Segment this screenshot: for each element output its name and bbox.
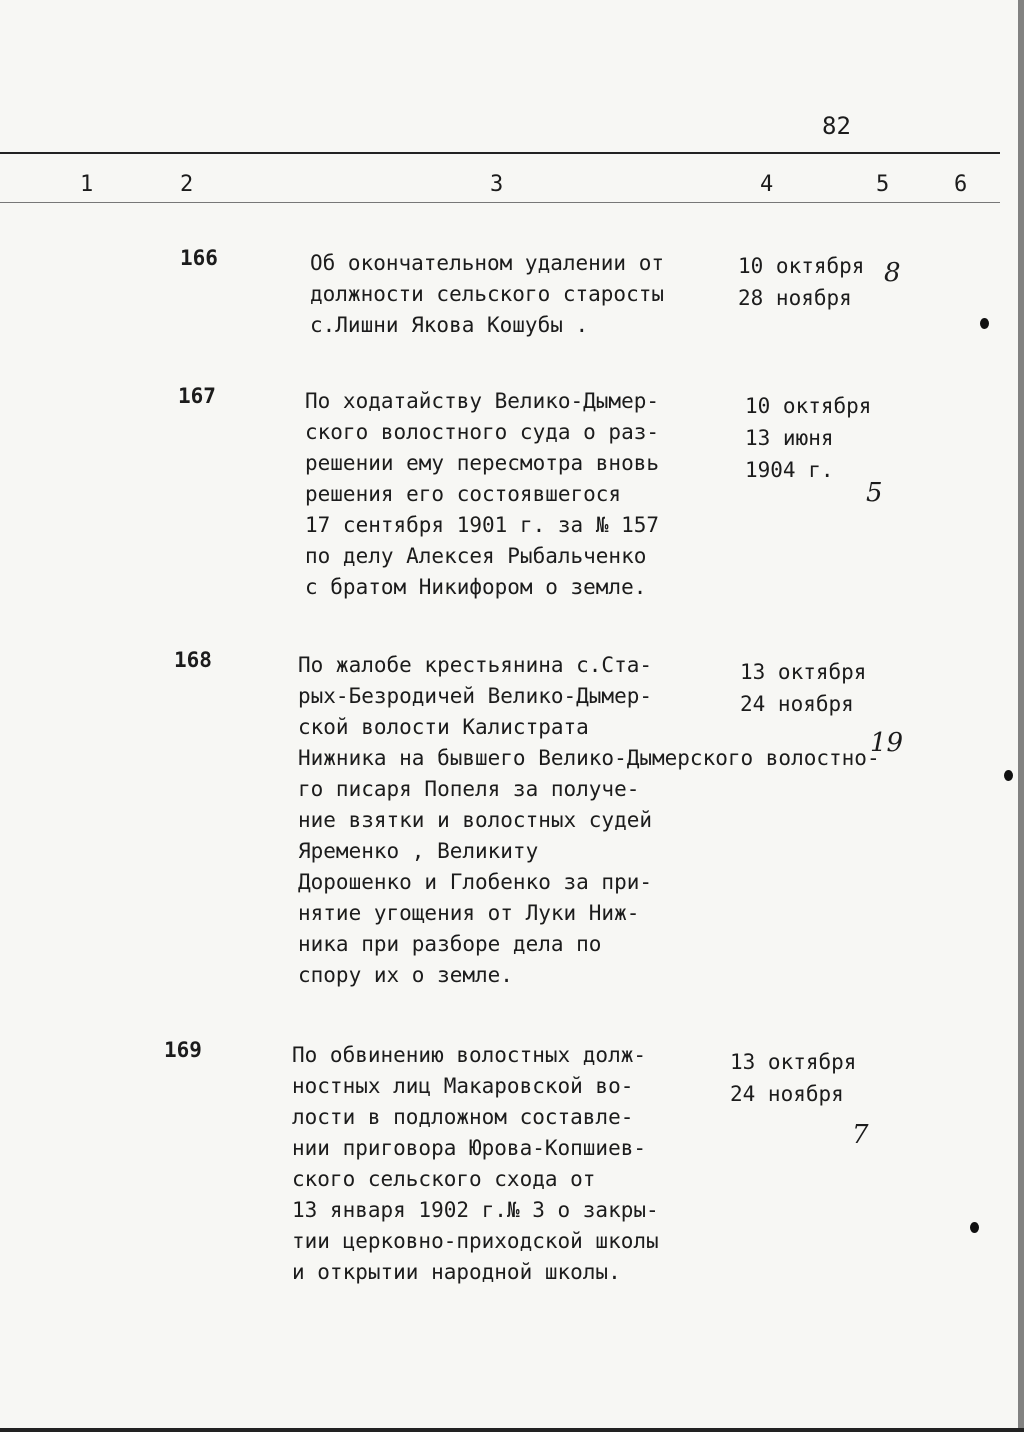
description-line: должности сельского старосты [310,282,665,306]
description-line: решении ему пересмотра вновь [305,451,660,475]
column-number-4: 4 [760,172,774,197]
date-line: 24 ноября [730,1082,844,1106]
description-line: рых-Безродичей Велико-Дымер- [298,684,653,708]
date-line: 10 октября [745,394,872,418]
description-line: го писаря Попеля за получе- [298,777,640,801]
description-line: Об окончательном удалении от [310,251,665,275]
description-line: 13 января 1902 г.№ 3 о закры- [292,1198,659,1222]
description-line: 17 сентября 1901 г. за № 157 [305,513,660,537]
description-line: нии приговора Юрова-Копшиев- [292,1136,647,1160]
entry-description [292,1040,659,1288]
entry-number: 169 [164,1038,202,1062]
description-line: ника при разборе дела по [298,932,602,956]
date-line: 24 ноября [740,692,854,716]
description-line: По ходатайству Велико-Дымер- [305,389,660,413]
description-line: решения его состоявшегося [305,482,622,506]
description-line: ской волости Калистрата [298,715,589,739]
sheet-count: 5 [866,478,883,508]
description-line: с.Лишни Якова Кошубы . [310,313,589,337]
date-line: 13 октября [730,1050,857,1074]
page-bottom-edge [0,1428,1024,1432]
entry-dates [740,656,866,720]
date-line: 28 ноября [738,286,852,310]
entry-description [305,386,659,603]
description-line: ского сельского схода от [292,1167,596,1191]
description-line: с братом Никифором о земле. [305,575,647,599]
description-line: Яременко , Великиту [298,839,539,863]
description-line: по делу Алексея Рыбальченко [305,544,647,568]
description-line: спору их о земле. [298,963,513,987]
description-line: По жалобе крестьянина с.Ста- [298,653,653,677]
description-line: Нижника на бывшего Велико-Дымерского волостно- [298,746,880,770]
description-line: и открытии народной школы. [292,1260,621,1284]
column-number-2: 2 [180,172,194,197]
description-line: ского волостного суда о раз- [305,420,660,444]
entry-number: 166 [180,246,218,270]
entry-number: 167 [178,384,216,408]
description-line: нятие угощения от Луки Ниж- [298,901,640,925]
description-line: лости в подложном составле- [292,1105,634,1129]
sheet-count: 19 [870,728,904,758]
date-line: 13 октября [740,660,867,684]
description-line: По обвинению волостных долж- [292,1043,647,1067]
entry-dates [745,390,871,486]
sheet-count: 7 [852,1120,869,1150]
entry-description [310,248,664,341]
header-rule-bottom [0,202,1000,203]
date-line: 10 октября [738,254,865,278]
entry-number: 168 [174,648,212,672]
date-line: 1904 г. [745,458,834,482]
column-number-3: 3 [490,172,504,197]
sheet-count: 8 [884,258,901,288]
binding-hole-mark [1004,770,1013,781]
description-line: тии церковно-приходской школы [292,1229,659,1253]
entry-dates [730,1046,856,1110]
page-edge-shadow [1018,0,1024,1432]
column-number-5: 5 [876,172,890,197]
page-number: 82 [822,112,851,140]
column-number-1: 1 [80,172,94,197]
date-line: 13 июня [745,426,834,450]
binding-hole-mark [980,318,989,329]
description-line: Дорошенко и Глобенко за при- [298,870,653,894]
description-line: ностных лиц Макаровской во- [292,1074,634,1098]
description-line: ние взятки и волостных судей [298,808,653,832]
header-rule-top [0,152,1000,154]
column-number-6: 6 [954,172,968,197]
binding-hole-mark [970,1222,979,1233]
entry-dates [738,250,864,314]
